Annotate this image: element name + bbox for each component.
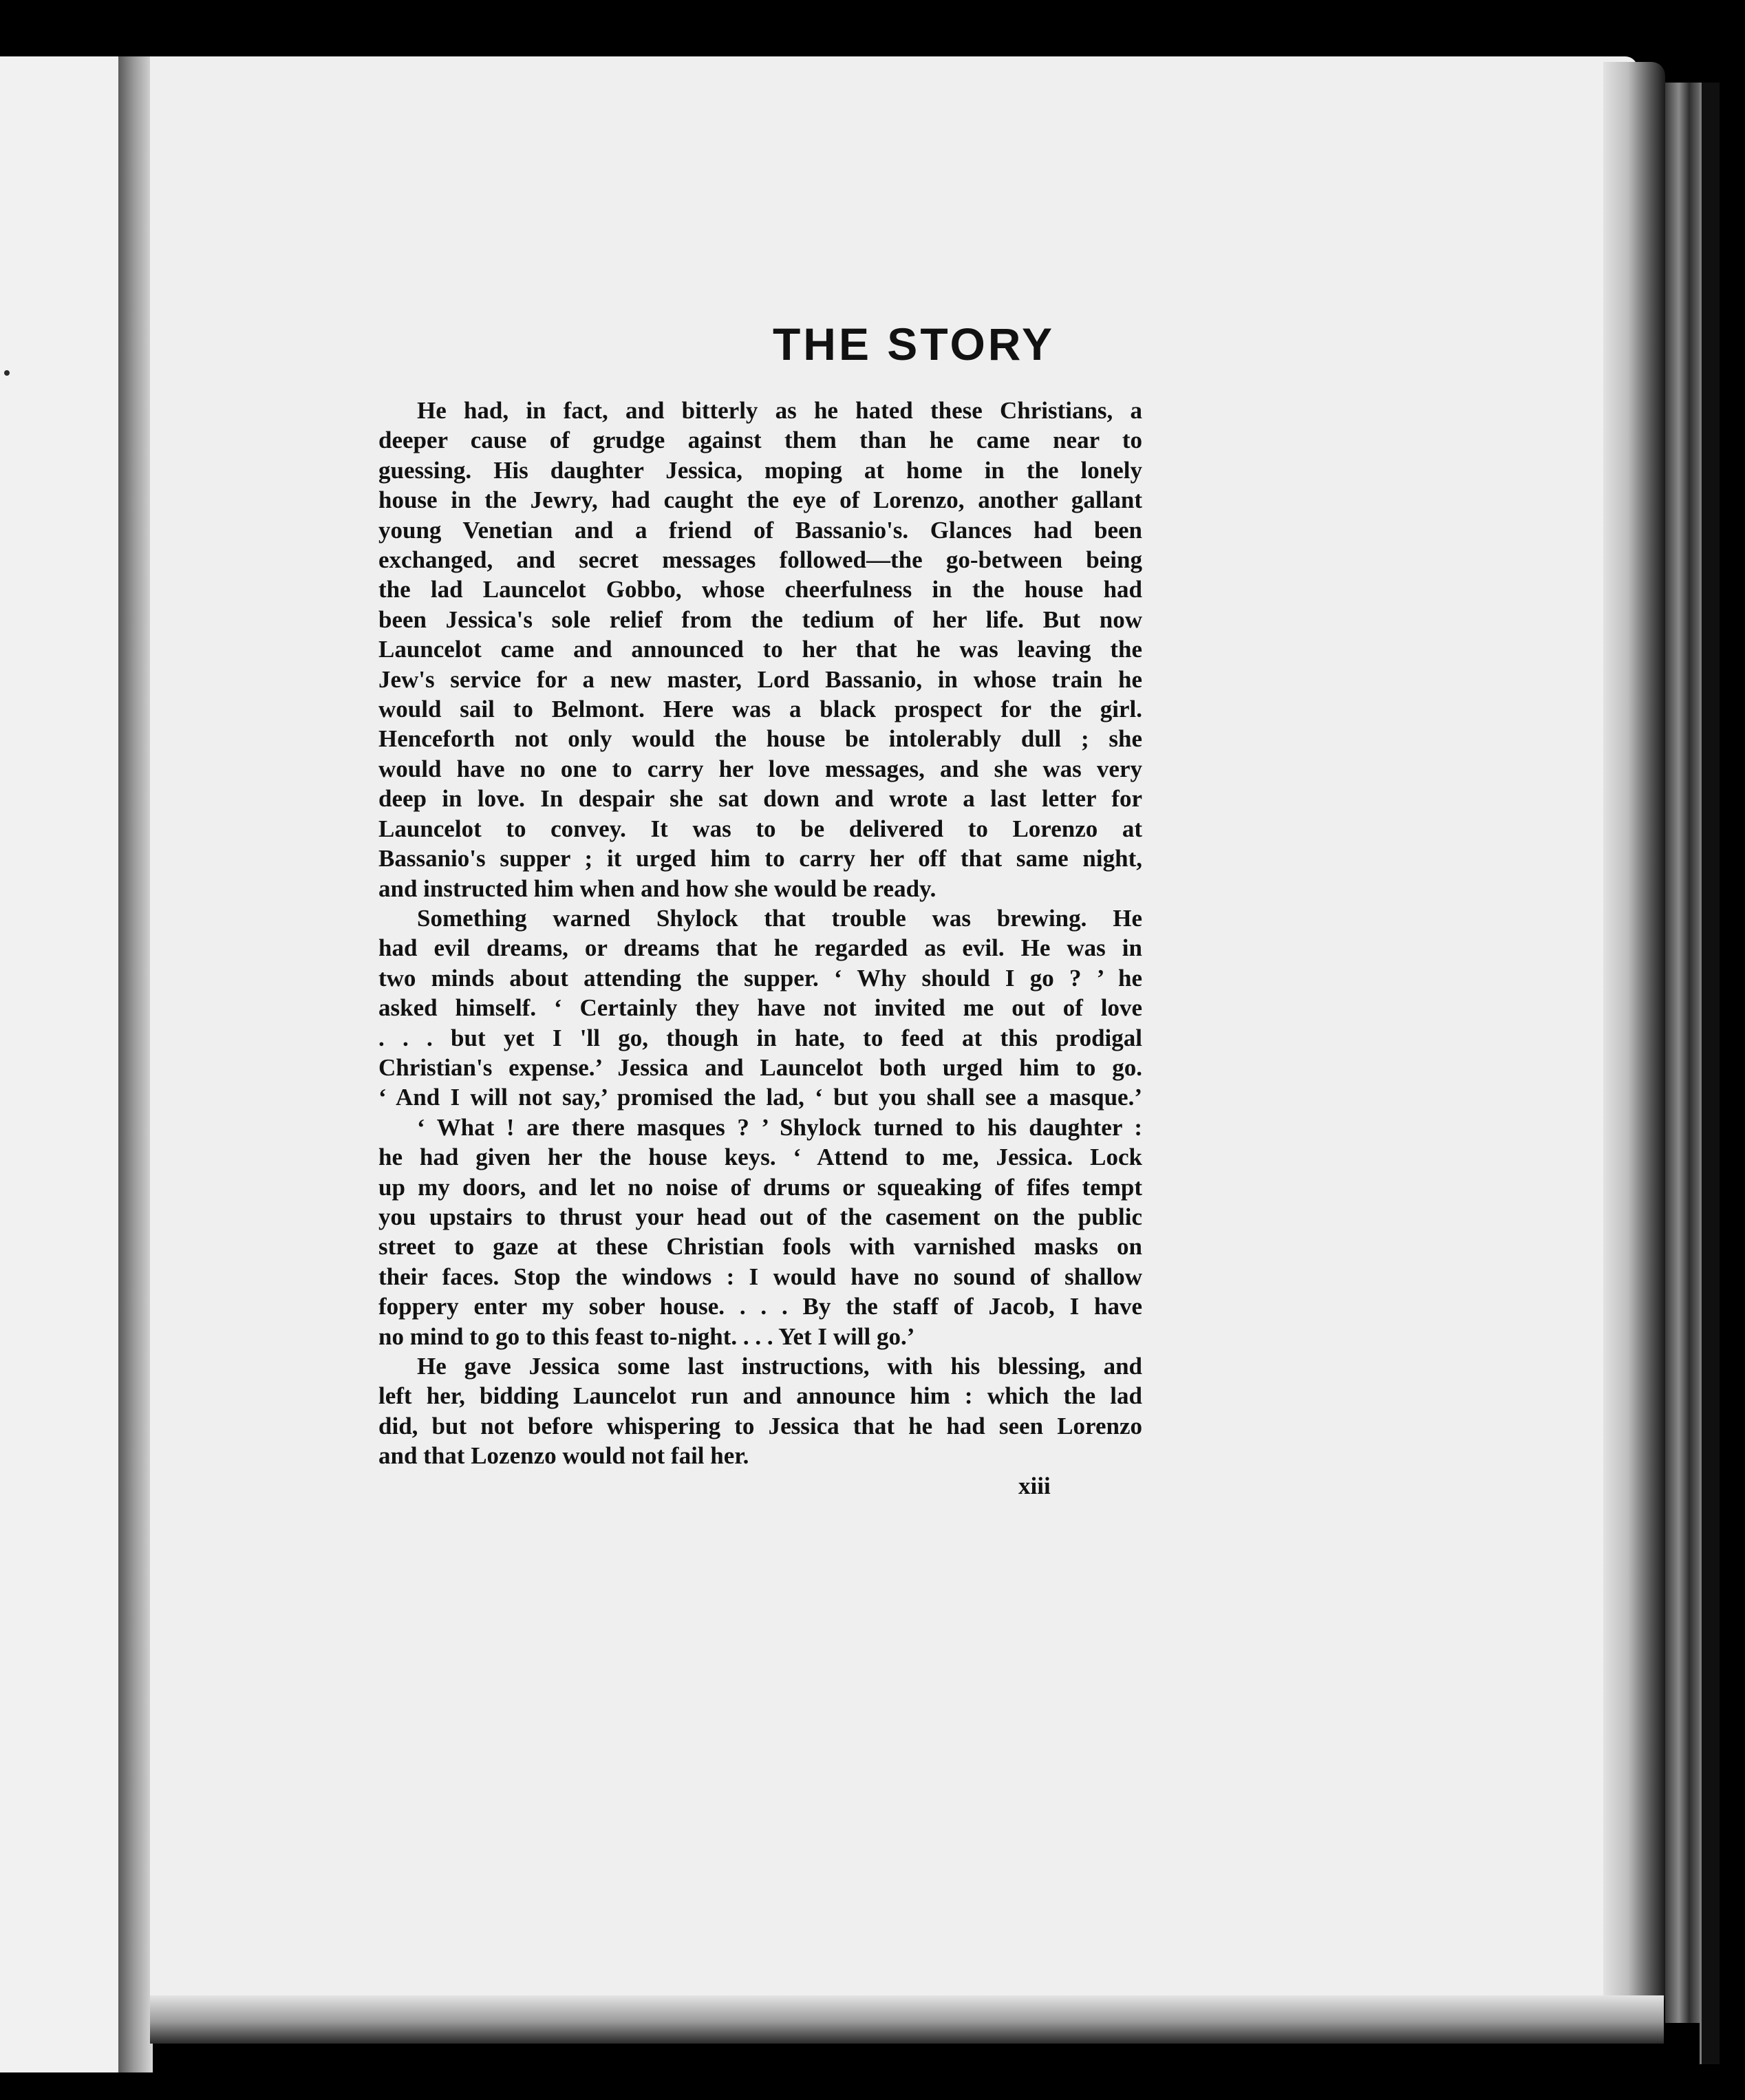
text-line: he had given her the house keys. ‘ Attend to me, Jessica. Lock	[378, 1144, 1142, 1171]
text-line: Henceforth not only would the house be intolerably dull ; she	[378, 725, 1142, 753]
text-line: had evil dreams, or dreams that he regarded as evil. He was in	[378, 934, 1142, 962]
text-line: Launcelot came and announced to her that he was leaving the	[378, 636, 1142, 663]
text-line: He gave Jessica some last instructions, with his blessing, and	[417, 1353, 1142, 1380]
text-line: Christian's expense.’ Jessica and Launcelot both urged him to go.	[378, 1053, 1142, 1081]
text-line: no mind to go to this feast to-night. . . . Yet I will go.’	[378, 1322, 915, 1350]
text-line: would sail to Belmont. Here was a black prospect for the girl.	[378, 696, 1142, 723]
text-line: you upstairs to thrust your head out of the casement on the public	[378, 1203, 1142, 1230]
text-line: left her, bidding Launcelot run and announce him : which the lad	[378, 1382, 1142, 1410]
text-line: Jew's service for a new master, Lord Bassanio, in whose train he	[378, 665, 1142, 693]
text-line: street to gaze at these Christian fools with varnished masks on	[378, 1233, 1142, 1261]
text-line: two minds about attending the supper. ‘ Why should I go ? ’ he	[378, 964, 1142, 992]
text-line: did, but not before whispering to Jessica that he had seen Lorenzo	[378, 1412, 1142, 1439]
text-line: would have no one to carry her love messages, and she was very	[378, 755, 1142, 782]
text-line: He had, in fact, and bitterly as he hated these Christians, a	[417, 397, 1142, 424]
text-line: deep in love. In despair she sat down and wrote a last letter for	[378, 785, 1142, 813]
text-line: . . . but yet I 'll go, though in hate, to feed at this prodigal	[378, 1024, 1142, 1051]
page-bottom-shadow	[150, 1995, 1664, 2044]
page-title: THE STORY	[772, 319, 1056, 369]
text-line: the lad Launcelot Gobbo, whose cheerfulness in the house had	[378, 576, 1142, 603]
text-line: Launcelot to convey. It was to be delivered to Lorenzo at	[378, 815, 1142, 842]
text-line: young Venetian and a friend of Bassanio's. Glances had been	[378, 516, 1142, 544]
body-text	[378, 396, 1142, 1471]
text-line: asked himself. ‘ Certainly they have not invited me out of love	[378, 994, 1142, 1022]
text-line: and that Lozenzo would not fail her.	[378, 1442, 749, 1470]
text-line: deeper cause of grudge against them than he came near to	[378, 427, 1142, 454]
scan-speck	[4, 370, 10, 376]
text-line: up my doors, and let no noise of drums or squeaking of fifes tempt	[378, 1173, 1142, 1201]
page-number: xiii	[1018, 1472, 1051, 1499]
text-line: house in the Jewry, had caught the eye of Lorenzo, another gallant	[378, 486, 1142, 514]
book-binding	[1665, 83, 1700, 2023]
book-cover-edge	[1700, 83, 1720, 2064]
text-line: their faces. Stop the windows : I would have no sound of shallow	[378, 1263, 1142, 1290]
text-line: ‘ What ! are there masques ? ’ Shylock turned to his daughter :	[417, 1113, 1142, 1141]
text-line: Something warned Shylock that trouble was brewing. He	[417, 904, 1142, 932]
text-line: and instructed him when and how she would be ready.	[378, 875, 936, 902]
text-line: Bassanio's supper ; it urged him to carry her off that same night,	[378, 845, 1142, 872]
text-line: been Jessica's sole relief from the tedium of her life. But now	[378, 606, 1142, 633]
text-line: exchanged, and secret messages followed—the go-between being	[378, 546, 1142, 574]
text-line: foppery enter my sober house. . . . By the staff of Jacob, I have	[378, 1293, 1142, 1320]
text-line: guessing. His daughter Jessica, moping at home in the lonely	[378, 456, 1142, 484]
text-line: ‘ And I will not say,’ promised the lad, ‘ but you shall see a masque.’	[378, 1084, 1142, 1111]
